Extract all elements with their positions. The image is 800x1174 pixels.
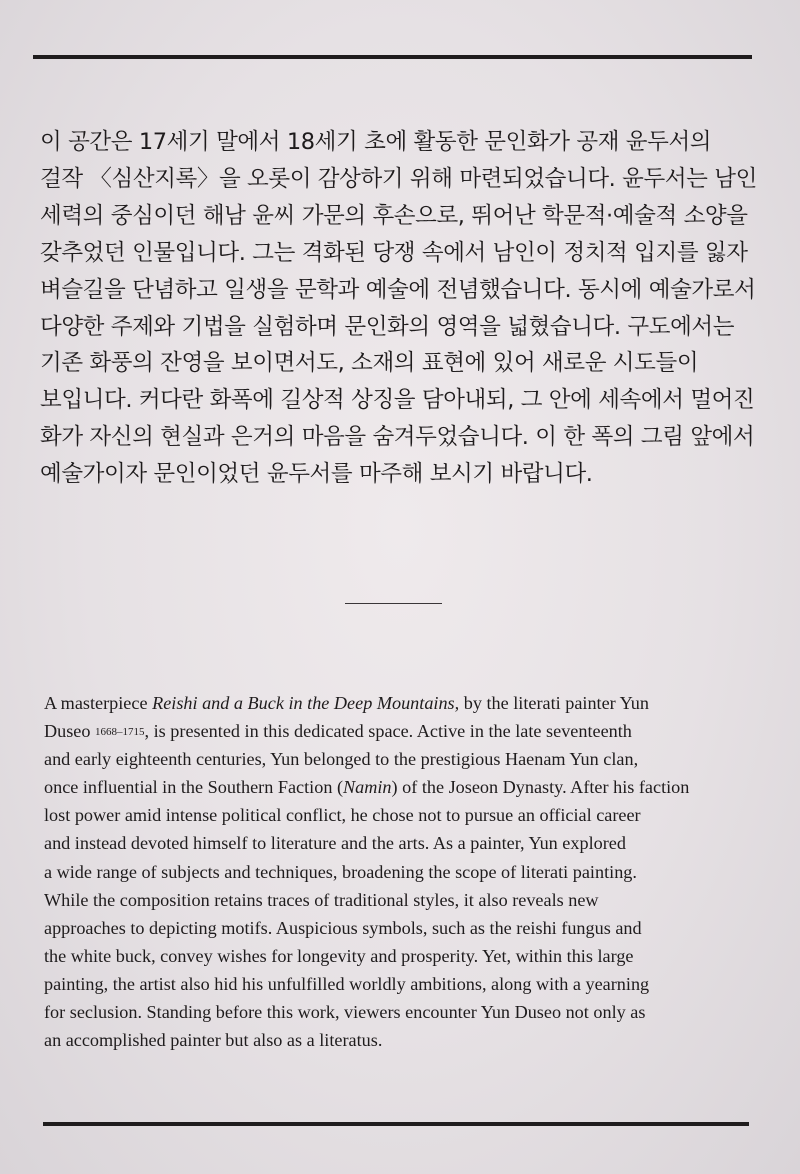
english-line (44, 773, 759, 801)
english-line: an accomplished painter but also as a literatus. (44, 1030, 383, 1051)
text-segment: once influential in the Southern Faction ( (44, 777, 344, 798)
korean-line: 예술가이자 문인이었던 윤두서를 마주해 보시기 바랍니다. (40, 461, 593, 488)
korean-line: 보입니다. 커다란 화폭에 길상적 상징을 담아내되, 그 안에 세속에서 멀어진 (40, 387, 755, 414)
english-description (44, 689, 759, 1054)
korean-description (40, 124, 760, 493)
artist-dates: 1668–1715 (95, 726, 145, 739)
korean-line: 세력의 중심이던 해남 윤씨 가문의 후손으로, 뛰어난 학문적·예술적 소양을 (40, 202, 748, 229)
korean-line: 이 공간은 17세기 말에서 18세기 초에 활동한 문인화가 공재 윤두서의 (40, 129, 712, 155)
korean-line: 기존 화풍의 잔영을 보이면서도, 소재의 표현에 있어 새로운 시도들이 (40, 350, 699, 377)
english-line: for seclusion. Standing before this work, viewers encounter Yun Duseo not only as (44, 1002, 646, 1023)
english-line: and early eighteenth centuries, Yun belonged to the prestigious Haenam Yun clan, (44, 749, 639, 770)
english-line: a wide range of subjects and techniques, broadening the scope of literati painting. (44, 861, 637, 882)
top-rule (33, 55, 752, 59)
text-segment: A masterpiece (44, 693, 153, 713)
english-line: approaches to depicting motifs. Auspicious symbols, such as the reishi fungus and (44, 917, 642, 938)
korean-line: 벼슬길을 단념하고 일생을 문학과 예술에 전념했습니다. 동시에 예술가로서 (40, 276, 756, 303)
korean-line: 걸작 〈심산지록〉을 오롯이 감상하기 위해 마련되었습니다. 윤두서는 남인 (40, 165, 757, 192)
english-line: and instead devoted himself to literature and the arts. As a painter, Yun explored (44, 833, 626, 854)
english-line: While the composition retains traces of traditional styles, it also reveals new (44, 889, 599, 910)
artist-name: Duseo (44, 721, 96, 742)
english-line: the white buck, convey wishes for longevity and prosperity. Yet, within this large (44, 945, 634, 966)
text-segment: ) of the Joseon Dynasty. After his faction (391, 777, 690, 798)
bottom-rule (43, 1122, 749, 1126)
korean-line: 갖추었던 인물입니다. 그는 격화된 당쟁 속에서 남인이 정치적 입지를 잃자 (40, 239, 748, 266)
english-line: lost power amid intense political conflict, he chose not to pursue an official career (44, 805, 641, 826)
text-segment: , is presented in this dedicated space. Active in the late seventeenth (144, 721, 632, 742)
artwork-title: Reishi and a Buck in the Deep Mountains, (152, 693, 460, 713)
section-divider (345, 603, 442, 604)
english-line: painting, the artist also hid his unfulfilled worldly ambitions, along with a yearning (44, 973, 650, 994)
text-segment: by the literati painter Yun (459, 693, 649, 713)
korean-line: 화가 자신의 현실과 은거의 마음을 숨겨두었습니다. 이 한 폭의 그림 앞에서 (40, 424, 755, 451)
english-line (44, 717, 759, 745)
korean-line: 다양한 주제와 기법을 실험하며 문인화의 영역을 넓혔습니다. 구도에서는 (40, 313, 735, 340)
faction-term: Namin (343, 777, 392, 798)
english-line (44, 689, 759, 717)
